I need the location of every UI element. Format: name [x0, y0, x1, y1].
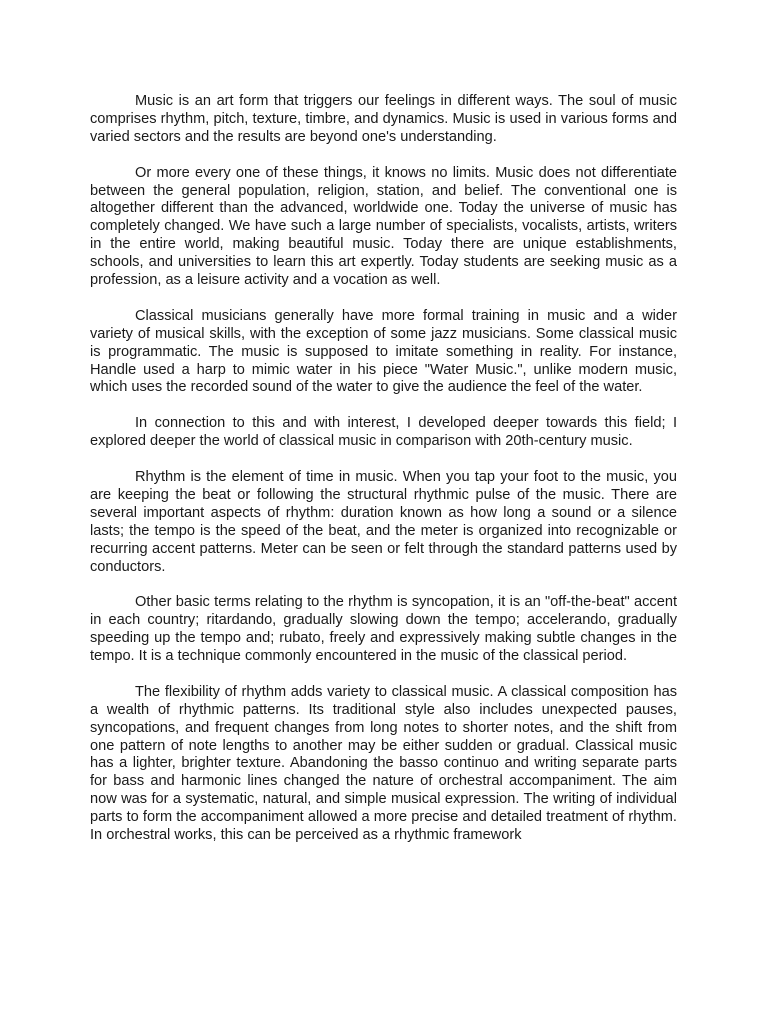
document-body — [90, 93, 677, 845]
paragraph-music-art-form: Music is an art form that triggers our feelings in different ways. The soul of music comprises rhythm, pitch, texture, timbre, and dynamics. Music is used in various forms and varied sectors and the results are beyond one's understanding. — [90, 93, 677, 145]
paragraph-classical-musicians: Classical musicians generally have more formal training in music and a wider variety of musical skills, with the exception of some jazz musicians. Some classical music is programmatic. The music is supposed to imitate something in reality. For instance, Handle used a harp to mimic water in his piece "Water Music.", unlike modern music, which uses the recorded sound of the water to give the audience the feel of the water. — [90, 307, 677, 396]
paragraph-no-limits: Or more every one of these things, it knows no limits. Music does not differentiate between the general population, religion, station, and belief. The conventional one is altogether different than the advanced, worldwide one. Today the universe of music has completely changed. We have such a large number of specialists, vocalists, artists, writers in the entire world, making beautiful music. Today there are unique establishments, schools, and universities to learn this art expertly. Today students are seeking music as a profession, as a leisure activity and a vocation as well. — [90, 164, 677, 289]
paragraph-rhythm: Rhythm is the element of time in music. When you tap your foot to the music, you are keeping the beat or following the structural rhythmic pulse of the music. There are several important aspects of rhythm: duration known as how long a sound or a silence lasts; the tempo is the speed of the beat, and the meter is organized into recognizable or recurring accent patterns. Meter can be seen or felt through the standard patterns used by conductors. — [90, 468, 677, 575]
paragraph-connection: In connection to this and with interest, I developed deeper towards this field; I explored deeper the world of classical music in comparison with 20th-century music. — [90, 415, 677, 450]
paragraph-syncopation: Other basic terms relating to the rhythm is syncopation, it is an "off-the-beat" accent in each country; ritardando, gradually slowing down the tempo; accelerando, gradually speeding up the tempo and; rubato, freely and expressively making subtle changes in the tempo. It is a technique commonly encountered in the music of the classical period. — [90, 594, 677, 665]
paragraph-flexibility: The flexibility of rhythm adds variety to classical music. A classical composition has a wealth of rhythmic patterns. Its traditional style also includes unexpected pauses, syncopations, and frequent changes from long notes to shorter notes, and the shift from one pattern of note lengths to another may be either sudden or gradual. Classical music has a lighter, brighter texture. Abandoning the basso continuo and writing separate parts for bass and harmonic lines changed the nature of orchestral accompaniment. The aim now was for a systematic, natural, and simple musical expression. The writing of individual parts to form the accompaniment allowed a more precise and detailed treatment of rhythm. In orchestral works, this can be perceived as a rhythmic framework — [90, 683, 677, 844]
